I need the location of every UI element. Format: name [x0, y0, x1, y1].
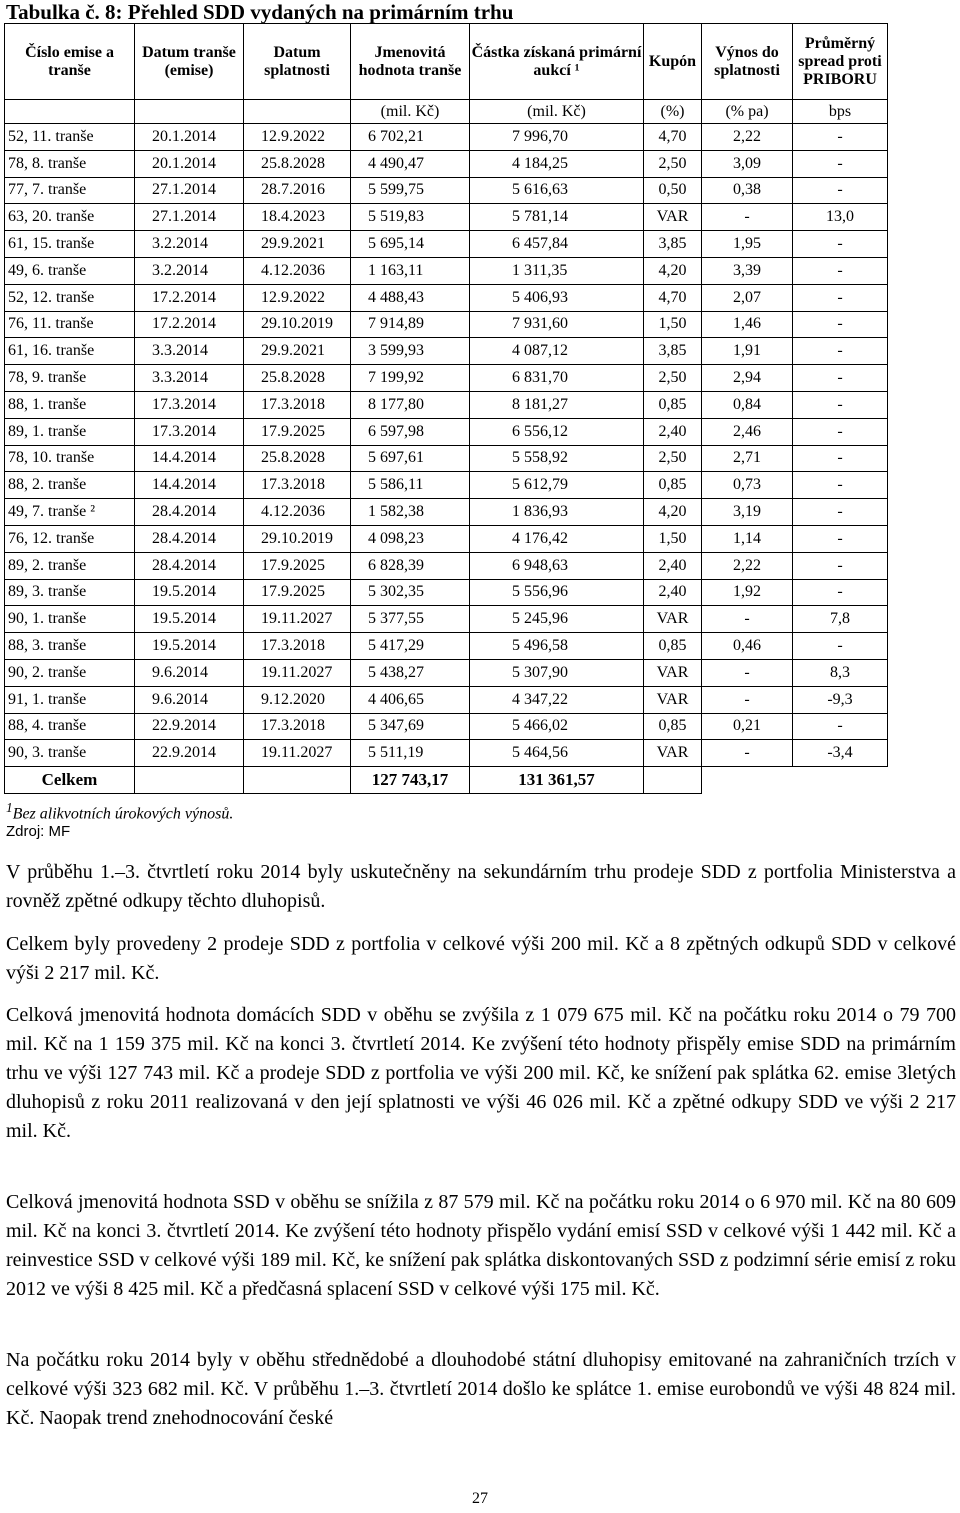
column-unit: (mil. Kč) [351, 100, 470, 124]
table-cell: 17.2.2014 [135, 284, 244, 311]
table-cell: 7 931,60 [470, 311, 644, 338]
table-cell: 12.9.2022 [244, 124, 351, 151]
table-cell: - [793, 284, 888, 311]
table-cell: 4 406,65 [351, 686, 470, 713]
table-cell: 0,38 [702, 177, 793, 204]
table-row [5, 740, 888, 767]
table-row [5, 311, 888, 338]
table-cell: 22.9.2014 [135, 713, 244, 740]
total-empty-cell [244, 767, 351, 794]
table-cell: 20.1.2014 [135, 150, 244, 177]
table-cell: 2,07 [702, 284, 793, 311]
table-cell: 1,95 [702, 231, 793, 258]
table-cell: 4 098,23 [351, 525, 470, 552]
table-cell: 20.1.2014 [135, 124, 244, 151]
table-row [5, 606, 888, 633]
column-header: Kupón [644, 24, 702, 100]
table-cell: 77, 7. tranše [5, 177, 135, 204]
table-row [5, 499, 888, 526]
table-cell: 29.10.2019 [244, 525, 351, 552]
table-cell: 19.11.2027 [244, 740, 351, 767]
table-cell: 5 616,63 [470, 177, 644, 204]
table-cell: 13,0 [793, 204, 888, 231]
table-cell: 6 831,70 [470, 365, 644, 392]
table-cell: 0,85 [644, 391, 702, 418]
paragraph: Celková jmenovitá hodnota SSD v oběhu se snížila z 87 579 mil. Kč na počátku roku 2014 o 6 970 mil. Kč na 80 609 mil. Kč na konci 3. čtvrtletí 2014. Ke zvýšení této hodnoty přispělo vydání emisí SSD v celkové výši 1 442 mil. Kč a reinvestice SSD v celkové výši 189 mil. Kč, ke snížení pak splátka diskontovaných SSD z podzimní série emisí z roku 2012 ve výši 8 425 mil. Kč a předčasná splacení SSD v celkové výši 175 mil. Kč. [6, 1191, 956, 1300]
table-cell: 6 702,21 [351, 124, 470, 151]
table-row [5, 525, 888, 552]
table-cell: - [793, 231, 888, 258]
table-row [5, 391, 888, 418]
table-row [5, 686, 888, 713]
table-cell: 2,94 [702, 365, 793, 392]
table-cell: 3.3.2014 [135, 365, 244, 392]
table-row [5, 257, 888, 284]
table-cell: 78, 10. tranše [5, 445, 135, 472]
table-cell: 17.9.2025 [244, 579, 351, 606]
table-cell: 14.4.2014 [135, 445, 244, 472]
table-cell: - [793, 552, 888, 579]
table-row [5, 177, 888, 204]
table-unit-row [5, 100, 888, 124]
table-cell: 19.5.2014 [135, 606, 244, 633]
table-cell: 61, 16. tranše [5, 338, 135, 365]
table-cell: 19.11.2027 [244, 659, 351, 686]
table-cell: 17.3.2018 [244, 472, 351, 499]
table-cell: 5 519,83 [351, 204, 470, 231]
table-row [5, 231, 888, 258]
table-row [5, 579, 888, 606]
table-cell: 5 695,14 [351, 231, 470, 258]
table-cell: 12.9.2022 [244, 284, 351, 311]
table-cell: 7 199,92 [351, 365, 470, 392]
table-cell: 76, 12. tranše [5, 525, 135, 552]
table-cell: 25.8.2028 [244, 365, 351, 392]
column-header: Datum tranše (emise) [135, 24, 244, 100]
table-cell: 7 996,70 [470, 124, 644, 151]
table-cell: - [793, 150, 888, 177]
table-cell: 1 836,93 [470, 499, 644, 526]
column-header: Jmenovitá hodnota tranše [351, 24, 470, 100]
sdd-primary-market-table [4, 23, 888, 794]
table-cell: 5 466,02 [470, 713, 644, 740]
table-cell: 5 377,55 [351, 606, 470, 633]
table-cell: - [793, 391, 888, 418]
column-unit [5, 100, 135, 124]
table-row [5, 418, 888, 445]
table-cell: 88, 4. tranše [5, 713, 135, 740]
table-cell: 6 556,12 [470, 418, 644, 445]
table-row [5, 659, 888, 686]
table-cell: 5 347,69 [351, 713, 470, 740]
table-cell: 2,50 [644, 445, 702, 472]
column-header: Částka získaná primární aukcí ¹ [470, 24, 644, 100]
table-cell: - [793, 579, 888, 606]
table-cell: 52, 12. tranše [5, 284, 135, 311]
table-cell: 61, 15. tranše [5, 231, 135, 258]
table-cell: 3,85 [644, 231, 702, 258]
table-cell: 0,73 [702, 472, 793, 499]
table-cell: 0,85 [644, 472, 702, 499]
table-row [5, 713, 888, 740]
table-cell: 49, 6. tranše [5, 257, 135, 284]
table-cell: 4.12.2036 [244, 499, 351, 526]
table-cell: 2,40 [644, 552, 702, 579]
table-cell: 0,84 [702, 391, 793, 418]
table-cell: 3.2.2014 [135, 231, 244, 258]
table-cell: 5 302,35 [351, 579, 470, 606]
paragraph: Celková jmenovitá hodnota domácích SDD v oběhu se zvýšila z 1 079 675 mil. Kč na počátku roku 2014 o 79 700 mil. Kč na 1 159 375 mil. Kč na konci 3. čtvrtletí 2014. Ke zvýšení této hodnoty přispěly emise SDD na primárním trhu ve výši 127 743 mil. Kč a prodeje SDD z portfolia ve výši 200 mil. Kč, ke snížení pak splátka 62. emise 3letých dluhopisů z roku 2011 realizovaná v den její splatnosti ve výši 46 026 mil. Kč a zpětné odkupy SDD ve výši 2 217 mil. Kč. [6, 1004, 956, 1142]
table-cell: 8 181,27 [470, 391, 644, 418]
table-row [5, 633, 888, 660]
table-cell: 2,50 [644, 365, 702, 392]
table-cell: 25.8.2028 [244, 445, 351, 472]
table-cell: 3 599,93 [351, 338, 470, 365]
table-cell: 90, 1. tranše [5, 606, 135, 633]
total-empty-cell [644, 767, 702, 794]
table-cell: 4 347,22 [470, 686, 644, 713]
table-cell: 6 828,39 [351, 552, 470, 579]
table-cell: 5 556,96 [470, 579, 644, 606]
table-cell: 0,50 [644, 177, 702, 204]
total-empty-cell [135, 767, 244, 794]
total-empty-cell [793, 767, 888, 794]
table-cell: 1 163,11 [351, 257, 470, 284]
table-cell: 18.4.2023 [244, 204, 351, 231]
table-cell: 28.4.2014 [135, 499, 244, 526]
table-title: Tabulka č. 8: Přehled SDD vydaných na primárním trhu [6, 0, 514, 24]
table-cell: - [702, 204, 793, 231]
table-cell: 89, 1. tranše [5, 418, 135, 445]
table-row [5, 472, 888, 499]
table-cell: 19.5.2014 [135, 633, 244, 660]
table-cell: - [793, 525, 888, 552]
table-cell: 28.7.2016 [244, 177, 351, 204]
table-cell: 17.9.2025 [244, 418, 351, 445]
table-cell: 89, 2. tranše [5, 552, 135, 579]
table-row [5, 552, 888, 579]
table-cell: 3,09 [702, 150, 793, 177]
column-unit [244, 100, 351, 124]
table-row [5, 150, 888, 177]
table-cell: 17.2.2014 [135, 311, 244, 338]
table-cell: -3,4 [793, 740, 888, 767]
table-cell: 2,50 [644, 150, 702, 177]
footnote-mark: 1 [6, 800, 13, 815]
column-header: Průměrný spread proti PRIBORU [793, 24, 888, 100]
table-row [5, 204, 888, 231]
table-cell: 0,85 [644, 633, 702, 660]
table-cell: 6 948,63 [470, 552, 644, 579]
table-cell: 1,91 [702, 338, 793, 365]
table-cell: 4 488,43 [351, 284, 470, 311]
table-cell: VAR [644, 659, 702, 686]
table-cell: 1,50 [644, 525, 702, 552]
total-proceeds: 131 361,57 [470, 767, 644, 794]
table-cell: - [793, 257, 888, 284]
table-cell: 19.5.2014 [135, 579, 244, 606]
table-cell: 14.4.2014 [135, 472, 244, 499]
table-cell: 5 781,14 [470, 204, 644, 231]
table-cell: 5 245,96 [470, 606, 644, 633]
table-cell: - [702, 659, 793, 686]
column-header: Číslo emise a tranše [5, 24, 135, 100]
footnote-text: Bez alikvotních úrokových výnosů. [12, 805, 234, 823]
page-number: 27 [472, 1490, 488, 1507]
column-unit: (%) [644, 100, 702, 124]
table-cell: 3,19 [702, 499, 793, 526]
table-cell: 0,21 [702, 713, 793, 740]
table-cell: 88, 3. tranše [5, 633, 135, 660]
table-cell: 28.4.2014 [135, 552, 244, 579]
table-cell: 5 417,29 [351, 633, 470, 660]
table-cell: 5 599,75 [351, 177, 470, 204]
table-cell: 2,22 [702, 124, 793, 151]
table-cell: 6 597,98 [351, 418, 470, 445]
table-cell: 7 914,89 [351, 311, 470, 338]
table-cell: 4,70 [644, 124, 702, 151]
table-cell: 17.9.2025 [244, 552, 351, 579]
column-unit: bps [793, 100, 888, 124]
table-cell: - [793, 365, 888, 392]
table-cell: 4 176,42 [470, 525, 644, 552]
column-unit: (mil. Kč) [470, 100, 644, 124]
table-cell: 17.3.2018 [244, 713, 351, 740]
table-cell: 5 558,92 [470, 445, 644, 472]
table-cell: - [702, 606, 793, 633]
table-cell: 5 511,19 [351, 740, 470, 767]
table-cell: 4 087,12 [470, 338, 644, 365]
table-cell: VAR [644, 740, 702, 767]
footnote [6, 800, 233, 823]
table-cell: 27.1.2014 [135, 204, 244, 231]
table-cell: 17.3.2014 [135, 418, 244, 445]
table-row [5, 284, 888, 311]
table-cell: 5 496,58 [470, 633, 644, 660]
total-label: Celkem [5, 767, 135, 794]
table-cell: 5 438,27 [351, 659, 470, 686]
table-cell: - [793, 124, 888, 151]
table-cell: 78, 8. tranše [5, 150, 135, 177]
table-cell: 17.3.2018 [244, 391, 351, 418]
total-nominal: 127 743,17 [351, 767, 470, 794]
table-cell: 90, 3. tranše [5, 740, 135, 767]
table-cell: 3.2.2014 [135, 257, 244, 284]
table-cell: 5 697,61 [351, 445, 470, 472]
column-unit: (% pa) [702, 100, 793, 124]
table-cell: 9.6.2014 [135, 686, 244, 713]
table-cell: 7,8 [793, 606, 888, 633]
table-cell: 27.1.2014 [135, 177, 244, 204]
table-cell: 9.6.2014 [135, 659, 244, 686]
table-cell: 19.11.2027 [244, 606, 351, 633]
table-cell: 1,46 [702, 311, 793, 338]
table-row [5, 445, 888, 472]
table-cell: - [793, 472, 888, 499]
table-cell: 4,20 [644, 257, 702, 284]
total-empty-cell [702, 767, 793, 794]
table-row [5, 365, 888, 392]
table-cell: 2,22 [702, 552, 793, 579]
table-cell: - [702, 740, 793, 767]
column-header: Datum splatnosti [244, 24, 351, 100]
source-note: Zdroj: MF [6, 823, 71, 840]
table-cell: 2,40 [644, 418, 702, 445]
table-cell: 90, 2. tranše [5, 659, 135, 686]
table-cell: 5 586,11 [351, 472, 470, 499]
table-cell: 2,46 [702, 418, 793, 445]
table-cell: 5 612,79 [470, 472, 644, 499]
table-cell: 1,92 [702, 579, 793, 606]
table-cell: 0,85 [644, 713, 702, 740]
table-cell: 2,40 [644, 579, 702, 606]
column-unit [135, 100, 244, 124]
table-cell: 29.9.2021 [244, 338, 351, 365]
table-cell: 88, 1. tranše [5, 391, 135, 418]
table-cell: 88, 2. tranše [5, 472, 135, 499]
table-cell: - [793, 713, 888, 740]
table-header-row [5, 24, 888, 100]
table-row [5, 338, 888, 365]
table-row [5, 124, 888, 151]
column-header: Výnos do splatnosti [702, 24, 793, 100]
table-cell: VAR [644, 606, 702, 633]
table-cell: 5 307,90 [470, 659, 644, 686]
table-cell: 1,14 [702, 525, 793, 552]
table-cell: - [793, 445, 888, 472]
table-cell: VAR [644, 686, 702, 713]
table-cell: 76, 11. tranše [5, 311, 135, 338]
paragraph: Celkem byly provedeny 2 prodeje SDD z portfolia v celkové výši 200 mil. Kč a 8 zpětných odkupů SDD v celkové výši 2 217 mil. Kč. [6, 933, 956, 984]
table-cell: 17.3.2014 [135, 391, 244, 418]
table-cell: 8 177,80 [351, 391, 470, 418]
table-cell: 52, 11. tranše [5, 124, 135, 151]
table-cell: 89, 3. tranše [5, 579, 135, 606]
table-cell: 3.3.2014 [135, 338, 244, 365]
table-cell: 78, 9. tranše [5, 365, 135, 392]
table-cell: 1,50 [644, 311, 702, 338]
table-cell: 2,71 [702, 445, 793, 472]
table-cell: 3,85 [644, 338, 702, 365]
table-cell: 5 464,56 [470, 740, 644, 767]
table-cell: 8,3 [793, 659, 888, 686]
table-cell: 1 311,35 [470, 257, 644, 284]
table-cell: - [793, 633, 888, 660]
table-cell: 29.9.2021 [244, 231, 351, 258]
table-cell: 9.12.2020 [244, 686, 351, 713]
table-cell: 4 184,25 [470, 150, 644, 177]
table-cell: 5 406,93 [470, 284, 644, 311]
paragraph: Na počátku roku 2014 byly v oběhu střednědobé a dlouhodobé státní dluhopisy emitované na zahraničních trzích v celkové výši 323 682 mil. Kč. V průběhu 1.–3. čtvrtletí 2014 došlo ke splátce 1. emise eurobondů ve výši 48 824 mil. Kč. Naopak trend znehodnocování české [6, 1349, 956, 1429]
table-cell: - [793, 418, 888, 445]
table-cell: 0,46 [702, 633, 793, 660]
table-cell: 6 457,84 [470, 231, 644, 258]
table-cell: VAR [644, 204, 702, 231]
table-cell: - [793, 311, 888, 338]
table-cell: 91, 1. tranše [5, 686, 135, 713]
table-cell: - [793, 338, 888, 365]
table-cell: 49, 7. tranše ² [5, 499, 135, 526]
table-cell: 4 490,47 [351, 150, 470, 177]
table-cell: - [702, 686, 793, 713]
table-cell: 29.10.2019 [244, 311, 351, 338]
table-cell: 17.3.2018 [244, 633, 351, 660]
table-cell: 22.9.2014 [135, 740, 244, 767]
table-cell: 1 582,38 [351, 499, 470, 526]
total-row [5, 767, 888, 794]
table-cell: - [793, 499, 888, 526]
table-cell: 25.8.2028 [244, 150, 351, 177]
table-cell: 4,20 [644, 499, 702, 526]
table-cell: 4.12.2036 [244, 257, 351, 284]
table-cell: 63, 20. tranše [5, 204, 135, 231]
table-cell: 3,39 [702, 257, 793, 284]
table-cell: - [793, 177, 888, 204]
table-cell: 4,70 [644, 284, 702, 311]
table-cell: 28.4.2014 [135, 525, 244, 552]
table-cell: -9,3 [793, 686, 888, 713]
paragraph: V průběhu 1.–3. čtvrtletí roku 2014 byly uskutečněny na sekundárním trhu prodeje SDD z portfolia Ministerstva a rovněž zpětné odkupy těchto dluhopisů. [6, 861, 956, 912]
